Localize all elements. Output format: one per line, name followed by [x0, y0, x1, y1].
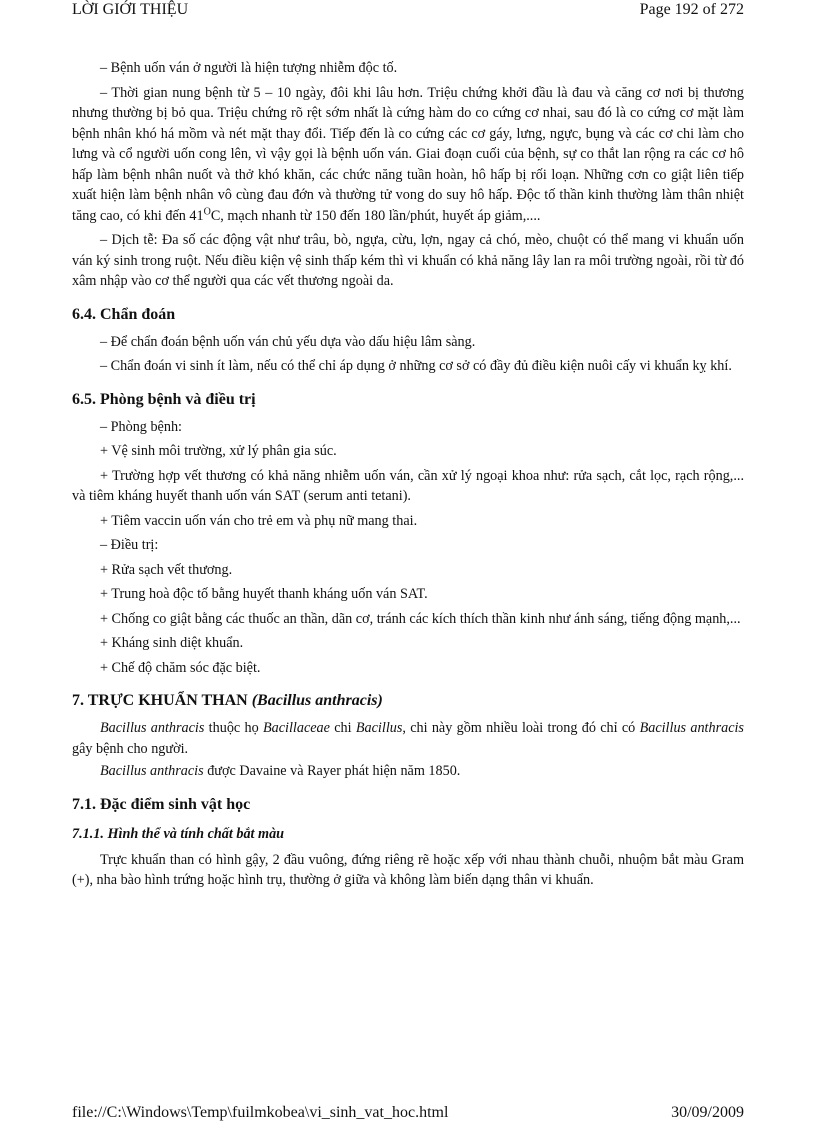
list-item: + Chống co giật bằng các thuốc an thần, dãn cơ, tránh các kích thích thần kinh như ánh sáng, tiếng động mạnh,...: [100, 610, 741, 627]
list-item: + Trung hoà độc tố bằng huyết thanh kháng uốn ván SAT.: [100, 586, 428, 602]
section-heading: 6.5. Phòng bệnh và điều trị: [72, 390, 256, 408]
section-heading: 7.1. Đặc điểm sinh vật học: [72, 795, 251, 813]
subsection-heading: 7.1.1. Hình thể và tính chất bắt màu: [72, 825, 285, 842]
superscript: O: [203, 205, 211, 217]
section-heading: 6.4. Chẩn đoán: [72, 305, 176, 323]
paragraph: – Thời gian nung bệnh từ 5 – 10 ngày, đôi khi lâu hơn. Triệu chứng khởi đầu là đau và căng cơ nơi bị thương nhưng thường bị bỏ qua. Triệu chứng rõ rệt sớm nhất là cứng hàm do co cứng cơ nhai, sau đó là co cứng cơ mặt làm bệnh nhân khó há mồm và nét mặt thay đổi. Tiếp đến là co cứng các cơ gáy, lưng, ngực, bụng và các cơ chi làm cho lưng và cổ người uốn cong lên, vì vậy gọi là bệnh uốn ván. Giai đoạn cuối của bệnh, sự co thắt lan rộng ra các cơ hô hấp làm bệnh nhân nuốt và thở khó khăn, các chức năng tuần hoàn, hô hấp bị rối loạn. Những cơn co giật liên tiếp xuất hiện làm bệnh nhân vô cùng đau đớn và thường tử vong do suy hô hấp. Độc tố thần kinh thường làm thân nhiệt tăng cao, có khi đến $41^OC$, mạch nhanh từ 150 đến 180 lần/phút, huyết áp giảm,....: [72, 84, 744, 224]
document-body: [72, 58, 744, 893]
paragraph: – Dịch tễ: Đa số các động vật như trâu, bò, ngựa, cừu, lợn, ngay cả chó, mèo, chuột có thể mang vi khuẩn uốn ván ký sinh trong ruột. Nếu điều kiện vệ sinh thấp kém thì vi khuẩn có khả năng lây lan ra môi trường ngoài, rồi từ đó xâm nhập vào cơ thể người qua các vết thương ngoài da.: [72, 232, 744, 289]
page-number: Page 192 of 272: [639, 1, 744, 18]
list-item: – Điều trị:: [100, 537, 159, 553]
list-item: + Chế độ chăm sóc đặc biệt.: [100, 659, 261, 676]
list-item: + Tiêm vaccin uốn ván cho trẻ em và phụ nữ mang thai.: [100, 512, 418, 529]
list-item: + Rửa sạch vết thương.: [100, 561, 233, 578]
paragraph: Bacillus anthracis thuộc họ Bacillaceae chi Bacillus, chi này gồm nhiều loài trong đó chỉ có Bacillus anthracis gây bệnh cho người.: [72, 720, 744, 757]
paragraph: Bacillus anthracis được Davaine và Rayer phát hiện năm 1850.: [100, 763, 461, 779]
list-item: + Vệ sinh môi trường, xử lý phân gia súc.: [100, 443, 337, 459]
paragraph: – Để chẩn đoán bệnh uốn ván chủ yếu dựa vào dấu hiệu lâm sàng.: [100, 333, 476, 350]
header-title: LỜI GIỚI THIỆU: [72, 1, 189, 18]
paragraph: – Bệnh uốn ván ở người là hiện tượng nhiễm độc tố.: [100, 60, 398, 76]
page-footer: [72, 1103, 744, 1123]
page-header: [72, 0, 744, 20]
section-heading: 7. TRỰC KHUẨN THAN (Bacillus anthracis): [72, 692, 383, 709]
list-item: + Trường hợp vết thương có khả năng nhiễm uốn ván, cần xử lý ngoại khoa như: rửa sạch, cắt lọc, rạch rộng,... và tiêm kháng huyết thanh uốn ván SAT (serum anti tetani).: [72, 467, 744, 504]
list-item: + Kháng sinh diệt khuẩn.: [100, 635, 244, 651]
paragraph: – Chẩn đoán vi sinh ít làm, nếu có thể chỉ áp dụng ở những cơ sở có đầy đủ điều kiện nuôi cấy vi khuẩn kỵ khí.: [100, 358, 732, 374]
list-item: – Phòng bệnh:: [100, 418, 182, 435]
print-date: 30/09/2009: [671, 1104, 744, 1121]
paragraph: Trực khuẩn than có hình gậy, 2 đầu vuông, đứng riêng rẽ hoặc xếp với nhau thành chuỗi, nhuộm bắt màu Gram (+), nha bào hình trứng hoặc hình trụ, thường ở giữa và không làm biến dạng thân vi khuẩn.: [72, 851, 744, 888]
file-path: file://C:\Windows\Temp\fuilmkobea\vi_sinh_vat_hoc.html: [72, 1104, 449, 1121]
